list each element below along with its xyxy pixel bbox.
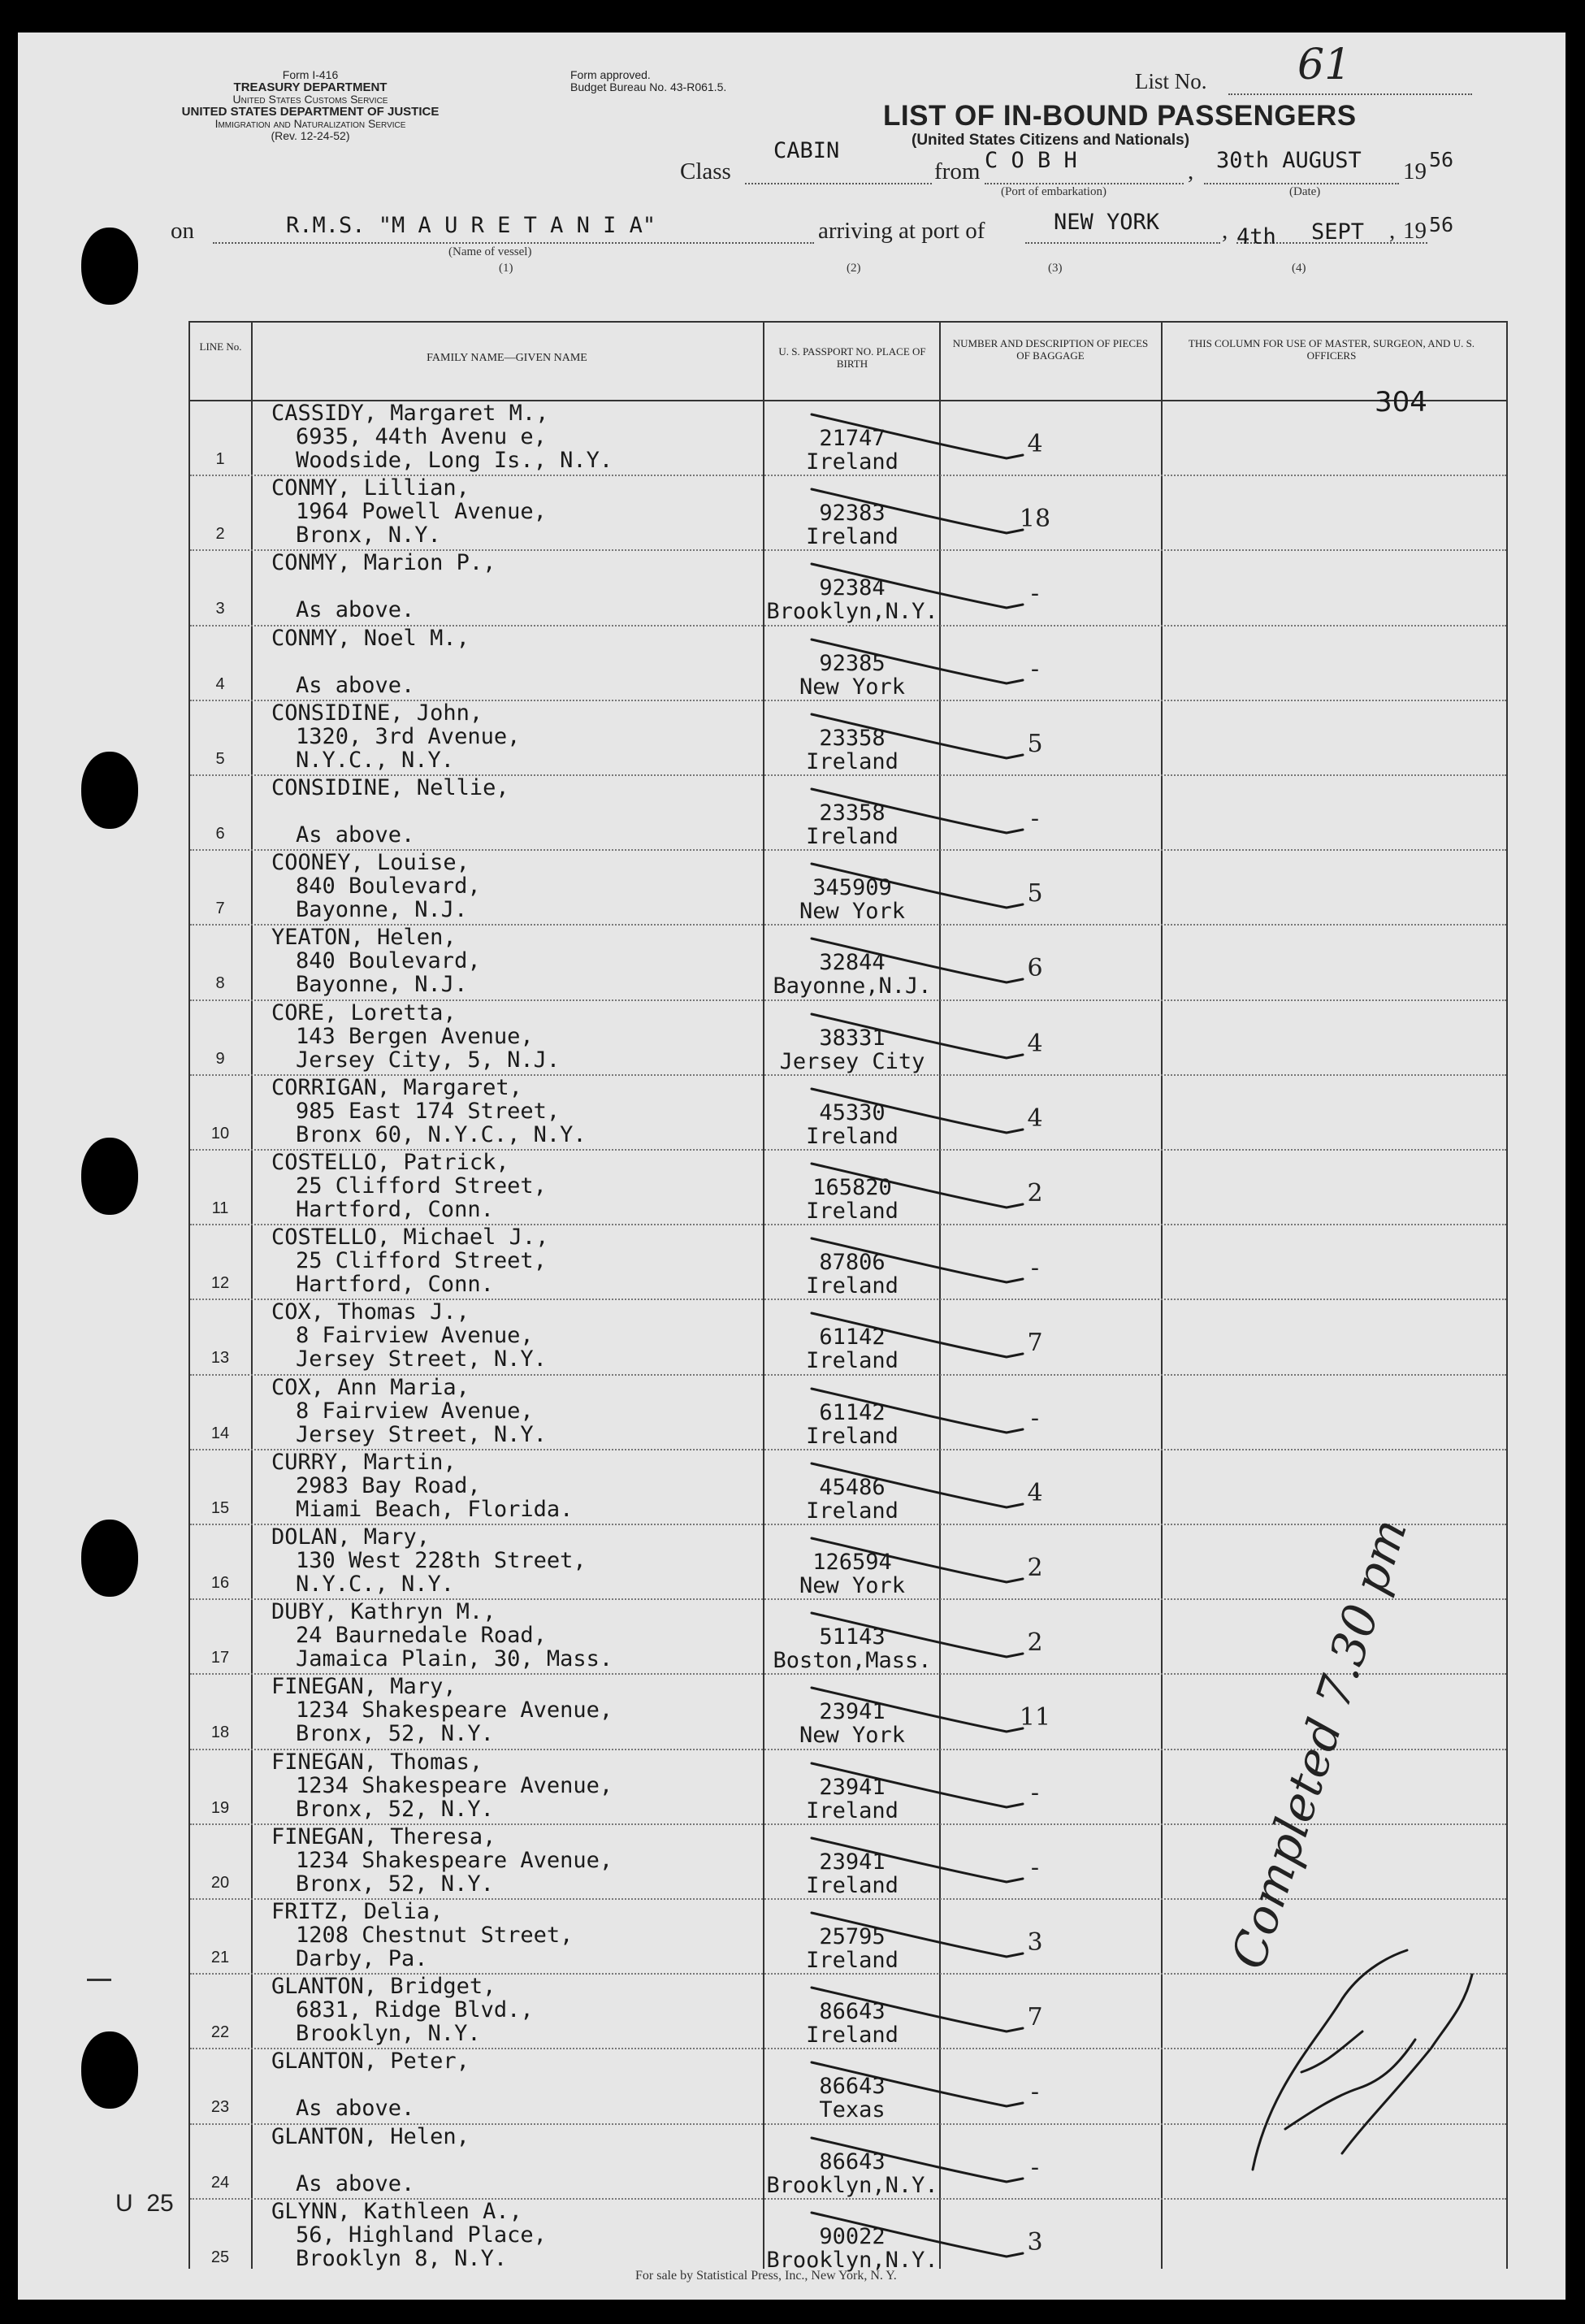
passenger-address-line1: 1234 Shakespeare Avenue, (296, 1847, 613, 1873)
baggage-count: 6 (1027, 954, 1043, 983)
passport-number: 165820 (812, 1175, 892, 1200)
passenger-address-line1: 24 Baurnedale Road, (296, 1623, 547, 1649)
passport-number: 45330 (819, 1099, 886, 1125)
passenger-address-line1: 6935, 44th Avenu e, (296, 424, 547, 449)
passport-number: 86643 (819, 1999, 886, 2025)
line-number: 20 (210, 1873, 230, 1892)
place-of-birth: Ireland (806, 1199, 899, 1224)
place-of-birth: Ireland (806, 824, 899, 849)
line-number: 8 (215, 974, 225, 993)
check-stroke-icon (808, 2206, 1051, 2271)
passenger-name: CONMY, Marion P., (271, 550, 496, 576)
place-of-birth: Ireland (806, 1348, 899, 1374)
place-of-birth: Bayonne,N.J. (773, 973, 932, 999)
passenger-name: COSTELLO, Michael J., (271, 1225, 549, 1251)
passenger-address-line2: N.Y.C., N.Y. (296, 747, 455, 773)
passport-number: 23358 (819, 800, 886, 826)
line-number: 23 (210, 2098, 230, 2117)
check-stroke-icon (808, 1606, 1051, 1671)
check-stroke-icon (808, 1981, 1051, 2046)
handwritten-completion-note: Completed 7.30 pm (1220, 1512, 1418, 1976)
baggage-count: 2 (1027, 1179, 1043, 1208)
check-stroke-icon (808, 1532, 1051, 1597)
baggage-count: - (1030, 1254, 1040, 1283)
line-number: 11 (211, 1199, 229, 1217)
passport-number: 25795 (819, 1924, 886, 1949)
passenger-name: COX, Thomas J., (271, 1299, 470, 1325)
place-of-birth: New York (799, 1723, 906, 1749)
vessel-caption: (Name of vessel) (448, 245, 532, 258)
passenger-name: CORE, Loretta, (271, 999, 457, 1025)
treasury-department: TREASURY DEPARTMENT (233, 80, 388, 94)
passport-number: 61142 (819, 1399, 886, 1425)
passenger-name: GLANTON, Helen, (271, 2123, 470, 2149)
passenger-address-line2: N.Y.C., N.Y. (296, 1572, 455, 1597)
passenger-name: CONSIDINE, John, (271, 700, 483, 726)
passenger-address-line2: As above. (296, 597, 415, 623)
place-of-birth: Boston,Mass. (773, 1648, 932, 1674)
class-value: CABIN (773, 138, 840, 163)
line-number: 22 (210, 2023, 230, 2042)
check-stroke-icon (808, 857, 1051, 922)
date-caption: (Date) (1289, 185, 1321, 198)
arriving-label: arriving at port of (818, 218, 985, 244)
arrival-month: SEPT (1311, 219, 1365, 245)
passenger-name: COSTELLO, Patrick, (271, 1150, 509, 1175)
place-of-birth: New York (799, 899, 906, 925)
baggage-count: - (1030, 1853, 1040, 1882)
year-prefix-2: 19 (1403, 218, 1427, 244)
form-info-block (176, 69, 444, 142)
date-line (1204, 183, 1399, 184)
passenger-address-line2: Darby, Pa. (296, 1946, 428, 1971)
comma-3: , (1389, 218, 1396, 244)
on-label: on (171, 218, 194, 244)
passenger-name: CURRY, Martin, (271, 1449, 457, 1475)
column-number-2: (2) (847, 262, 861, 275)
header-passport: U. S. PASSPORT NO. PLACE OF BIRTH (778, 345, 926, 370)
check-stroke-icon (808, 1008, 1051, 1073)
place-of-birth: Ireland (806, 1797, 899, 1823)
check-stroke-icon (808, 1457, 1051, 1522)
passport-number: 23941 (819, 1699, 886, 1725)
passport-number: 90022 (819, 2223, 886, 2249)
passenger-address-line2: Brooklyn, N.Y. (296, 2021, 481, 2047)
place-of-birth: Ireland (806, 1123, 899, 1149)
check-stroke-icon (808, 483, 1051, 548)
place-of-birth: New York (799, 1573, 906, 1598)
passenger-address-line1: 1320, 3rd Avenue, (296, 723, 521, 749)
passenger-name: FINEGAN, Thomas, (271, 1749, 483, 1775)
check-stroke-icon (808, 557, 1051, 622)
line-number: 7 (215, 900, 225, 918)
comma-1: , (1188, 158, 1194, 184)
baggage-count: - (1030, 804, 1040, 833)
passenger-name: DOLAN, Mary, (271, 1524, 431, 1550)
passenger-address-line2: Bronx, 52, N.Y. (296, 1871, 494, 1897)
place-of-birth: Brooklyn,N.Y. (766, 599, 938, 625)
baggage-count: 4 (1027, 1478, 1043, 1507)
passenger-name: FRITZ, Delia, (271, 1899, 444, 1924)
manifest-page (18, 33, 1566, 2300)
passenger-address-line1: 1234 Shakespeare Avenue, (296, 1697, 613, 1723)
passenger-address-line1: 56, Highland Place, (296, 2222, 547, 2248)
punch-hole-2 (81, 752, 138, 829)
check-stroke-icon (808, 1681, 1051, 1746)
baggage-count: - (1030, 654, 1040, 683)
baggage-count: 4 (1027, 430, 1043, 458)
line-number: 14 (210, 1424, 230, 1442)
passenger-name: CORRIGAN, Margaret, (271, 1074, 522, 1100)
margin-tick (87, 1979, 111, 1981)
line-number: 21 (210, 1949, 230, 1966)
passenger-name: CONMY, Noel M., (271, 625, 470, 651)
passenger-name: GLANTON, Bridget, (271, 1974, 496, 2000)
footer-printer: For sale by Statistical Press, Inc., New York, N. Y. (635, 2269, 897, 2283)
line-number: 10 (210, 1124, 230, 1142)
baggage-count: 2 (1027, 1628, 1043, 1658)
passenger-address-line1: 985 East 174 Street, (296, 1098, 561, 1124)
passport-number: 92385 (819, 650, 886, 676)
baggage-count: 5 (1027, 729, 1043, 758)
passport-number: 92384 (819, 575, 886, 601)
punch-hole-4 (81, 1520, 138, 1597)
punch-hole-3 (81, 1138, 138, 1215)
class-label: Class (680, 158, 731, 184)
passenger-name: COX, Ann Maria, (271, 1374, 470, 1400)
column-number-3: (3) (1048, 262, 1063, 275)
arrival-day: 4th (1236, 224, 1276, 249)
document-title: LIST OF IN-BOUND PASSENGERS (883, 100, 1357, 132)
passenger-address-line1: 2983 Bay Road, (296, 1472, 481, 1498)
arrival-port: NEW YORK (1054, 210, 1160, 235)
comma-2: , (1222, 218, 1228, 244)
passport-number: 126594 (812, 1550, 892, 1575)
port-of-embarkation: C O B H (985, 148, 1077, 173)
passenger-address-line2: Bayonne, N.J. (296, 897, 468, 923)
punch-hole-bottom (81, 2031, 138, 2109)
check-stroke-icon (808, 633, 1051, 698)
passenger-address-line2: Jersey City, 5, N.J. (296, 1047, 561, 1073)
passenger-address-line2: Woodside, Long Is., N.Y. (296, 448, 613, 473)
passport-number: 345909 (812, 875, 892, 901)
place-of-birth: Ireland (806, 1948, 899, 1973)
check-stroke-icon (808, 783, 1051, 848)
column-number-4: (4) (1292, 262, 1306, 275)
passenger-name: FINEGAN, Mary, (271, 1674, 457, 1700)
passenger-address-line1: 25 Clifford Street, (296, 1173, 547, 1199)
year-prefix-1: 19 (1403, 158, 1427, 184)
header-name: FAMILY NAME—GIVEN NAME (427, 352, 587, 364)
passenger-name: YEATON, Helen, (271, 925, 457, 951)
line-number: 4 (215, 674, 225, 693)
passenger-name: GLANTON, Peter, (271, 2049, 470, 2075)
document-subtitle: (United States Citizens and Nationals) (912, 132, 1190, 149)
vessel-name: R.M.S. "M A U R E T A N I A" (286, 213, 656, 238)
check-stroke-icon (808, 1906, 1051, 1971)
baggage-count: 7 (1027, 1329, 1043, 1358)
passenger-address-line2: Jamaica Plain, 30, Mass. (296, 1646, 613, 1672)
line-number: 19 (210, 1798, 230, 1817)
passport-number: 87806 (819, 1250, 886, 1276)
passport-number: 86643 (819, 2148, 886, 2174)
line-number: 9 (215, 1049, 225, 1068)
port-line (985, 183, 1184, 184)
passport-number: 23941 (819, 1774, 886, 1800)
ins-service: Immigration and Naturalization Service (214, 117, 406, 130)
passenger-address-line1: 25 Clifford Street, (296, 1248, 547, 1274)
passenger-address-line2: Brooklyn 8, N.Y. (296, 2245, 508, 2271)
line-number: 1 (215, 450, 225, 468)
place-of-birth: Ireland (806, 1423, 899, 1449)
place-of-birth: Ireland (806, 2023, 899, 2049)
place-of-birth: Ireland (806, 748, 899, 774)
margin-code: U 25 (115, 2190, 174, 2217)
header-officers: THIS COLUMN FOR USE OF MASTER, SURGEON, AND U. S. OFFICERS (1188, 337, 1475, 362)
line-number: 16 (210, 1574, 230, 1592)
passenger-name: FINEGAN, Theresa, (271, 1823, 496, 1849)
baggage-count: - (1030, 1778, 1040, 1807)
passenger-address-line2: As above. (296, 2170, 415, 2196)
passenger-address-line2: Jersey Street, N.Y. (296, 1421, 547, 1447)
arrival-year: 56 (1429, 213, 1454, 236)
baggage-count: 18 (1019, 505, 1051, 534)
passenger-address-line2: Hartford, Conn. (296, 1197, 494, 1222)
check-stroke-icon (808, 2056, 1051, 2121)
line-number: 24 (210, 2173, 230, 2192)
passport-number: 38331 (819, 1025, 886, 1051)
passenger-address-line2: Jersey Street, N.Y. (296, 1346, 547, 1372)
class-line (745, 183, 932, 184)
check-stroke-icon (808, 1832, 1051, 1897)
baggage-count: - (1030, 1403, 1040, 1433)
place-of-birth: Brooklyn,N.Y. (766, 2247, 938, 2273)
passport-number: 45486 (819, 1474, 886, 1500)
vessel-line (213, 242, 814, 244)
punch-hole-top (81, 228, 138, 305)
header-line-no: LINE No. (199, 340, 242, 353)
check-stroke-icon (808, 708, 1051, 773)
line-number: 17 (210, 1649, 230, 1667)
place-of-birth: Texas (819, 2097, 886, 2123)
passenger-address-line1: 1964 Powell Avenue, (296, 499, 547, 525)
line-number: 12 (210, 1274, 230, 1293)
passenger-address-line1: 840 Boulevard, (296, 948, 481, 974)
baggage-count: 11 (1019, 1703, 1051, 1732)
passenger-address-line2: Bronx, N.Y. (296, 522, 441, 548)
baggage-count: - (1030, 2078, 1040, 2107)
passport-number: 61142 (819, 1325, 886, 1351)
line-number: 15 (210, 1498, 230, 1517)
port-caption: (Port of embarkation) (1001, 185, 1106, 198)
baggage-count: 3 (1027, 2227, 1043, 2257)
list-no-line (1228, 93, 1472, 95)
baggage-count: - (1030, 579, 1040, 609)
passport-number: 21747 (819, 426, 886, 451)
passenger-address-line2: As above. (296, 822, 415, 848)
place-of-birth: Brooklyn,N.Y. (766, 2172, 938, 2198)
place-of-birth: Ireland (806, 524, 899, 550)
line-number: 2 (215, 525, 225, 544)
place-of-birth: Ireland (806, 449, 899, 475)
passenger-name: COONEY, Louise, (271, 850, 470, 876)
place-of-birth: Ireland (806, 1498, 899, 1524)
passenger-address-line1: 8 Fairview Avenue, (296, 1398, 534, 1424)
line-number: 6 (215, 825, 225, 843)
budget-bureau: Budget Bureau No. 43-R061.5. (570, 80, 727, 93)
passenger-address-line1: 8 Fairview Avenue, (296, 1323, 534, 1349)
baggage-count: 3 (1027, 1928, 1043, 1957)
check-stroke-icon (808, 408, 1051, 473)
passenger-name: CONMY, Lillian, (271, 475, 470, 501)
line-number: 5 (215, 749, 225, 768)
passenger-name: CONSIDINE, Nellie, (271, 775, 509, 800)
from-label: from (934, 158, 981, 184)
check-stroke-icon (808, 1232, 1051, 1297)
approval-block (570, 69, 773, 93)
passenger-address-line1: 6831, Ridge Blvd., (296, 1997, 534, 2023)
baggage-count: 4 (1027, 1103, 1043, 1133)
passport-number: 51143 (819, 1624, 886, 1650)
form-revision: (Rev. 12-24-52) (271, 129, 350, 142)
place-of-birth: New York (799, 674, 906, 700)
header-baggage: NUMBER AND DESCRIPTION OF PIECES OF BAGGAGE (952, 337, 1149, 362)
passenger-name: CASSIDY, Margaret M., (271, 401, 549, 426)
passenger-address-line1: 840 Boulevard, (296, 874, 481, 900)
arrival-port-line (1025, 242, 1220, 244)
baggage-count: 7 (1027, 2003, 1043, 2032)
passport-number: 32844 (819, 950, 886, 976)
passenger-address-line2: Miami Beach, Florida. (296, 1496, 574, 1522)
check-stroke-icon (808, 932, 1051, 997)
passenger-name: GLYNN, Kathleen A., (271, 2198, 522, 2224)
passenger-address-line2: Bronx 60, N.Y.C., N.Y. (296, 1121, 587, 1147)
passenger-address-line2: As above. (296, 672, 415, 698)
col-divider-4 (1161, 323, 1163, 2269)
justice-department: UNITED STATES DEPARTMENT OF JUSTICE (181, 105, 440, 119)
passport-number: 92383 (819, 501, 886, 527)
passenger-address-line1: 1234 Shakespeare Avenue, (296, 1772, 613, 1798)
place-of-birth: Ireland (806, 1872, 899, 1898)
handwritten-signature (1220, 1926, 1488, 2186)
passport-number: 23941 (819, 1849, 886, 1875)
passenger-address-line2: Bronx, 52, N.Y. (296, 1796, 494, 1822)
baggage-count: 5 (1027, 879, 1043, 908)
line-number: 13 (210, 1349, 230, 1368)
check-stroke-icon (808, 2131, 1051, 2196)
place-of-birth: Ireland (806, 1273, 899, 1299)
baggage-count: 4 (1027, 1029, 1043, 1058)
baggage-count: 2 (1027, 1554, 1043, 1582)
passport-number: 86643 (819, 2074, 886, 2100)
list-no-value: 61 (1297, 41, 1352, 89)
passenger-name: DUBY, Kathryn M., (271, 1599, 496, 1625)
customs-service: United States Customs Service (232, 93, 388, 106)
check-stroke-icon (808, 1307, 1051, 1372)
form-approved: Form approved. (570, 68, 651, 81)
passenger-address-line2: As above. (296, 2096, 415, 2122)
check-stroke-icon (808, 1382, 1051, 1447)
passport-number: 23358 (819, 725, 886, 751)
check-stroke-icon (808, 1082, 1051, 1147)
form-number: Form I-416 (282, 68, 339, 81)
line-number: 25 (210, 2248, 230, 2266)
passenger-address-line2: Bayonne, N.J. (296, 972, 468, 998)
place-of-birth: Jersey City (779, 1048, 925, 1074)
departure-year: 56 (1429, 148, 1454, 171)
line-number: 18 (210, 1723, 230, 1742)
column-number-1: (1) (499, 262, 513, 275)
passenger-address-line1: 130 West 228th Street, (296, 1548, 587, 1573)
departure-date: 30th AUGUST (1216, 148, 1362, 173)
check-stroke-icon (808, 1757, 1051, 1822)
col-divider-1 (251, 323, 253, 2269)
official-number: 304 (1375, 386, 1427, 418)
passenger-address-line1: 143 Bergen Avenue, (296, 1023, 534, 1049)
passenger-address-line2: Hartford, Conn. (296, 1272, 494, 1298)
check-stroke-icon (808, 1157, 1051, 1222)
baggage-count: - (1030, 2153, 1040, 2182)
list-no-label: List No. (1135, 69, 1207, 93)
line-number: 3 (215, 600, 225, 618)
passenger-address-line1: 1208 Chestnut Street, (296, 1923, 574, 1948)
passenger-address-line2: Bronx, 52, N.Y. (296, 1721, 494, 1747)
